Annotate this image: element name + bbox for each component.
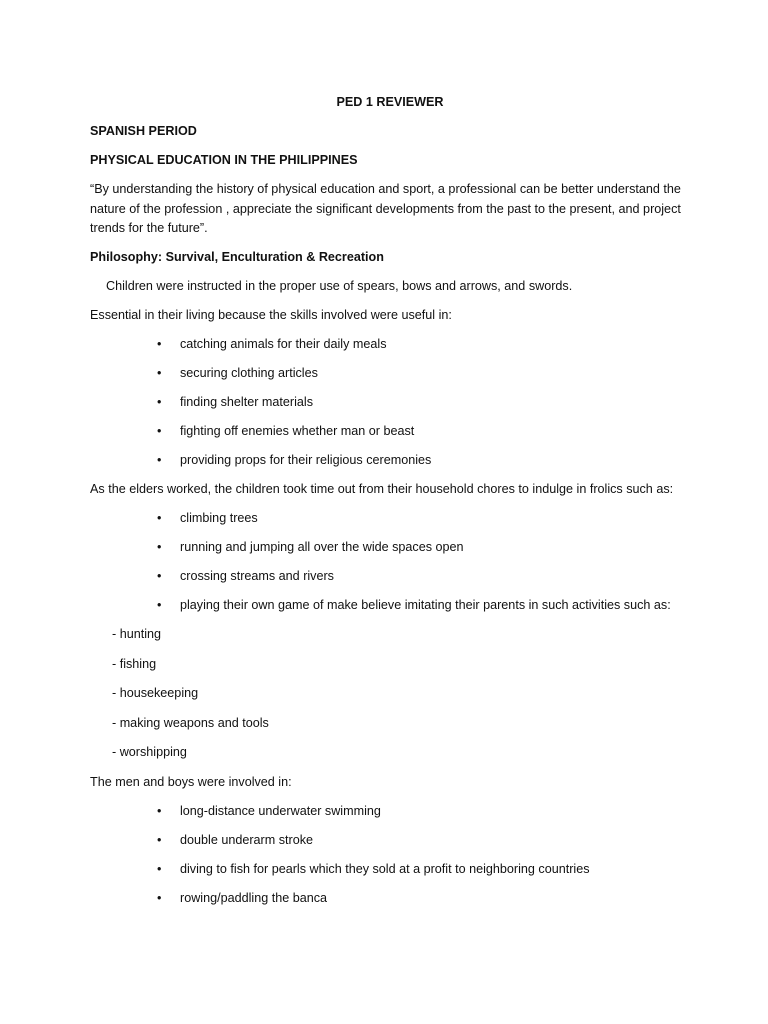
bullet-icon: •	[157, 861, 162, 876]
list-item	[90, 860, 690, 880]
frolics-list	[90, 509, 690, 616]
list-item-text: double underarm stroke	[180, 832, 314, 847]
list-item-text: climbing trees	[180, 511, 258, 525]
list-item-text: finding shelter materials	[180, 395, 313, 409]
men-activities-list	[90, 802, 690, 909]
list-item-text: securing clothing articles	[180, 366, 318, 380]
list-item	[90, 596, 690, 616]
list-item	[90, 889, 690, 909]
list-item	[90, 538, 690, 558]
bullet-icon: •	[157, 453, 162, 467]
list-item-text: fighting off enemies whether man or beast	[180, 424, 415, 438]
bullet-icon: •	[157, 366, 162, 380]
list-item: - worshipping	[112, 745, 187, 759]
men-intro-paragraph: The men and boys were involved in:	[90, 774, 292, 789]
bullet-icon: •	[157, 803, 162, 818]
list-item	[90, 451, 690, 471]
document-title: PED 1 REVIEWER	[336, 95, 444, 109]
list-item	[90, 802, 690, 822]
period-heading: SPANISH PERIOD	[90, 124, 197, 138]
list-item-text: providing props for their religious ceremonies	[180, 453, 432, 467]
list-item-text: running and jumping all over the wide spaces open	[180, 540, 464, 554]
list-item-text: rowing/paddling the banca	[180, 890, 328, 905]
skills-list	[90, 335, 690, 471]
list-item-text: catching animals for their daily meals	[180, 337, 387, 351]
list-item	[90, 422, 690, 442]
bullet-icon: •	[157, 569, 162, 583]
list-item: - hunting	[112, 627, 162, 641]
elders-intro-paragraph: As the elders worked, the children took time out from their household chores to indulge in frolics such as:	[90, 482, 674, 496]
list-item	[90, 393, 690, 413]
list-item-text: crossing streams and rivers	[180, 569, 334, 583]
list-item-text: playing their own game of make believe imitating their parents in such activities such as:	[180, 598, 671, 612]
list-item	[90, 831, 690, 851]
bullet-icon: •	[157, 511, 162, 525]
list-item: - making weapons and tools	[112, 715, 269, 730]
bullet-icon: •	[157, 890, 162, 905]
list-item-text: long-distance underwater swimming	[180, 803, 381, 818]
essential-intro-paragraph: Essential in their living because the skills involved were useful in:	[90, 308, 452, 322]
document-body	[90, 93, 690, 918]
bullet-icon: •	[157, 598, 162, 612]
bullet-icon: •	[157, 395, 162, 409]
list-item	[90, 567, 690, 587]
list-item: - housekeeping	[112, 686, 199, 700]
list-item	[90, 335, 690, 355]
quote-paragraph: “By understanding the history of physical education and sport, a professional can be better understand the nature of the profession , appreciate the significant developments from the past to the present, and project trends for the future”.	[90, 182, 681, 235]
bullet-icon: •	[157, 337, 162, 351]
bullet-icon: •	[157, 424, 162, 438]
section-heading: PHYSICAL EDUCATION IN THE PHILIPPINES	[90, 153, 358, 167]
list-item	[90, 509, 690, 529]
philosophy-heading: Philosophy: Survival, Enculturation & Recreation	[90, 250, 384, 264]
list-item: - fishing	[112, 656, 157, 671]
bullet-icon: •	[157, 832, 162, 847]
make-believe-list	[90, 625, 690, 763]
list-item-text: diving to fish for pearls which they sold at a profit to neighboring countries	[180, 861, 590, 876]
list-item	[90, 364, 690, 384]
children-instructed-paragraph: Children were instructed in the proper use of spears, bows and arrows, and swords.	[106, 279, 573, 293]
bullet-icon: •	[157, 540, 162, 554]
